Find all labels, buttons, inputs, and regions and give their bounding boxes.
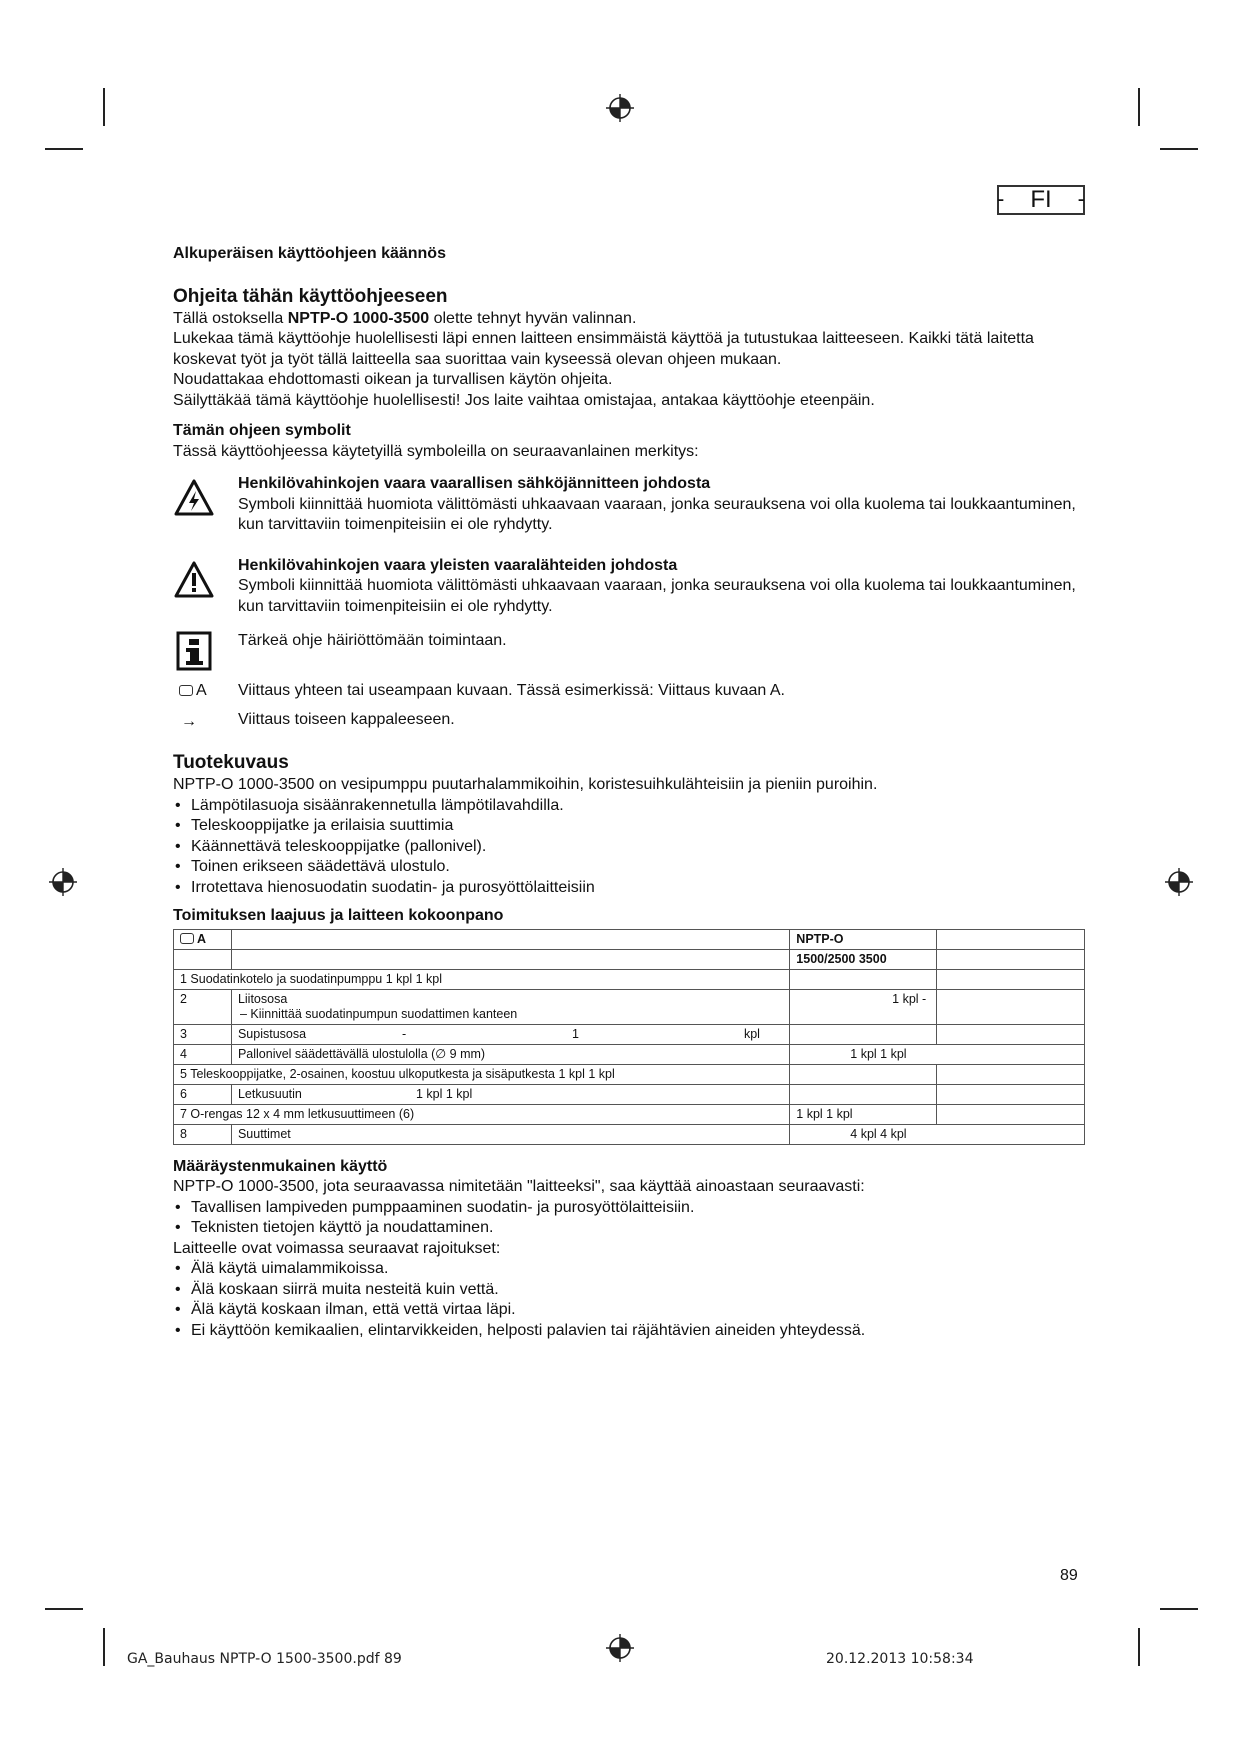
list-item: • Lämpötilasuoja sisäänrakennetulla lämpötilavahdilla. [173, 796, 1088, 817]
row-subdesc: – Kiinnittää suodatinpumpun suodattimen kanteen [239, 1006, 518, 1021]
table-row [174, 1084, 1085, 1104]
usage-title: Määräystenmukainen käyttö [173, 1157, 388, 1175]
row-mid: kpl [743, 1026, 760, 1041]
table-cell [937, 929, 1085, 949]
symbol-figure-ref-text: Viittaus yhteen tai useampaan kuvaan. Tässä esimerkissä: Viittaus kuvaan A. [238, 682, 785, 699]
intro-paragraph: Lukekaa tämä käyttöohje huolellisesti läpi ennen laitteen ensimmäistä käyttöä ja tutustukaa laitteeseen. Kaikki tätä laitetta koskevat työt ja työt tällä laitteella saa suorittaa vain kyseessä olevan ohjeen mukaan. [173, 330, 1034, 368]
table-cell [231, 989, 789, 1024]
list-item: • Toinen erikseen säädettävä ulostulo. [173, 857, 1088, 878]
crop-mark [45, 1608, 83, 1610]
symbol-general [173, 556, 1088, 618]
registration-mark-icon [606, 94, 634, 122]
symbol-electric-title: Henkilövahinkojen vaara vaarallisen sähköjännitteen johdosta [238, 475, 711, 492]
table-cell [231, 949, 789, 969]
translation-note: Alkuperäisen käyttöohjeen käännös [173, 245, 446, 262]
table-cell [937, 1104, 1085, 1124]
info-icon [173, 631, 215, 671]
table-row [174, 1104, 1085, 1124]
symbols-intro: Tässä käyttöohjeessa käytetyillä symboleilla on seuraavanlainen merkitys: [173, 442, 699, 460]
page-content [173, 244, 1088, 1341]
table-cell [790, 1024, 937, 1044]
table-cell [937, 969, 1085, 989]
table-cell [231, 1084, 789, 1104]
list-item: • Tavallisen lampiveden pumppaaminen suodatin- ja purosyöttölaitteisiin. [173, 1198, 1088, 1219]
list-item: • Älä käytä uimalammikoissa. [173, 1259, 1088, 1280]
table-cell: Suuttimet [231, 1124, 789, 1144]
table-cell: 4 kpl 4 kpl [790, 1124, 1085, 1144]
table-cell: 5 Teleskooppijatke, 2-osainen, koostuu ulkoputkesta ja sisäputkesta 1 kpl 1 kpl [174, 1064, 790, 1084]
registration-mark-icon [1165, 868, 1193, 896]
list-item: • Älä käytä koskaan ilman, että vettä virtaa läpi. [173, 1300, 1088, 1321]
symbol-electric [173, 474, 1088, 536]
row-mid: - [401, 1026, 407, 1041]
table-cell [937, 989, 1085, 1024]
crop-mark [1138, 88, 1140, 126]
table-header-sizes: 1500/2500 3500 [790, 949, 937, 969]
intro-line-post: olette tehnyt hyvän valinnan. [433, 309, 637, 327]
registration-mark-icon [606, 1634, 634, 1662]
figure-ref-label: A [196, 682, 207, 699]
table-row [174, 969, 1085, 989]
general-warning-icon [173, 560, 215, 600]
usage-intro: NPTP-O 1000-3500, jota seuraavassa nimitetään "laitteeksi", saa käyttää ainoastaan seuraavasti: [173, 1178, 865, 1195]
table-cell: 1 kpl - [790, 989, 937, 1024]
list-item: • Ei käyttöön kemikaalien, elintarvikkeiden, helposti palavien tai räjähtävien aineiden yhteydessä. [173, 1321, 1088, 1342]
intro-model: NPTP-O 1000-3500 [287, 309, 430, 327]
table-header-row [174, 929, 1085, 949]
table-row [174, 1044, 1085, 1064]
table-header-fig: A [197, 931, 207, 946]
scope-title: Toimituksen laajuus ja laitteen kokoonpano [173, 907, 504, 924]
row-desc: Letkusuutin [237, 1086, 302, 1101]
symbol-arrow-ref-text: Viittaus toiseen kappaleeseen. [238, 710, 455, 728]
list-item: • Älä koskaan siirrä muita nesteitä kuin vettä. [173, 1280, 1088, 1301]
table-cell [937, 1024, 1085, 1044]
symbols-title: Tämän ohjeen symbolit [173, 422, 351, 439]
page-number: 89 [1060, 1567, 1078, 1584]
arrow-right-icon: → [181, 712, 197, 730]
crop-mark [103, 88, 105, 126]
product-intro: NPTP-O 1000-3500 on vesipumppu puutarhalammikoihin, koristesuihkulähteisiin ja pieniin puroihin. [173, 776, 878, 793]
table-cell: Pallonivel säädettävällä ulostulolla (∅ 9 mm) [231, 1044, 789, 1064]
table-cell [937, 1064, 1085, 1084]
footer-datetime: 20.12.2013 10:58:34 [826, 1651, 974, 1667]
table-cell: 2 [174, 989, 232, 1024]
product-features [173, 796, 1088, 899]
footer-filename: GA_Bauhaus NPTP-O 1500-3500.pdf 89 [127, 1651, 402, 1667]
intro-line-pre: Tällä ostoksella [173, 309, 284, 327]
table-cell [231, 929, 789, 949]
list-item: • Teleskooppijatke ja erilaisia suuttimia [173, 816, 1088, 837]
table-cell [790, 1084, 937, 1104]
row-mid: 1 [571, 1026, 579, 1041]
table-cell: 7 O-rengas 12 x 4 mm letkusuuttimeen (6) [174, 1104, 790, 1124]
crop-mark [45, 148, 83, 150]
intro-paragraph: Säilyttäkää tämä käyttöohje huolellisesti! Jos laite vaihtaa omistajaa, antakaa käyttöohje eteenpäin. [173, 391, 875, 409]
list-item: • Käännettävä teleskooppijatke (pallonivel). [173, 837, 1088, 858]
table-cell: 4 [174, 1044, 232, 1064]
symbol-arrow-ref [173, 710, 1088, 731]
row-desc: Liitososa [237, 991, 288, 1006]
crop-mark [103, 1628, 105, 1666]
crop-mark [1160, 1608, 1198, 1610]
scope-table [173, 929, 1085, 1145]
crop-mark [1160, 148, 1198, 150]
electric-warning-icon [173, 478, 215, 518]
intro-paragraph: Noudattakaa ehdottomasti oikean ja turvallisen käytön ohjeita. [173, 371, 613, 388]
figure-checkbox-icon [179, 685, 193, 696]
intro-title: Ohjeita tähän käyttöohjeeseen [173, 285, 448, 307]
table-cell [937, 1084, 1085, 1104]
restrictions-list [173, 1259, 1088, 1341]
table-header-model: NPTP-O [790, 929, 937, 949]
table-cell [174, 929, 232, 949]
table-row [174, 1124, 1085, 1144]
row-mid: 1 kpl 1 kpl [415, 1086, 473, 1101]
product-title: Tuotekuvaus [173, 752, 289, 773]
figure-checkbox-icon [180, 933, 194, 944]
table-header-row [174, 949, 1085, 969]
table-cell [174, 949, 232, 969]
list-item: • Teknisten tietojen käyttö ja noudattaminen. [173, 1218, 1088, 1239]
table-cell [790, 1064, 937, 1084]
table-cell: 3 [174, 1024, 232, 1044]
table-cell: 8 [174, 1124, 232, 1144]
registration-mark-icon [49, 868, 77, 896]
symbol-electric-text: Symboli kiinnittää huomiota välittömästi uhkaavaan vaaraan, jonka seurauksena voi olla kuolema tai loukkaantuminen, kun tarvittaviin toimenpiteisiin ei ole ryhdytty. [238, 495, 1076, 533]
symbol-figure-ref [173, 681, 1088, 702]
table-cell: 1 kpl 1 kpl [790, 1104, 937, 1124]
usage-list [173, 1198, 1088, 1239]
table-cell: 1 kpl 1 kpl [790, 1044, 1085, 1064]
intro-line [173, 309, 1088, 330]
table-cell: 6 [174, 1084, 232, 1104]
table-cell [937, 949, 1085, 969]
symbol-general-title: Henkilövahinkojen vaara yleisten vaaralähteiden johdosta [238, 556, 678, 574]
table-cell: 1 Suodatinkotelo ja suodatinpumppu 1 kpl 1 kpl [174, 969, 790, 989]
symbol-info [173, 631, 1088, 673]
list-item: • Irrotettava hienosuodatin suodatin- ja purosyöttölaitteisiin [173, 878, 1088, 899]
symbol-info-text: Tärkeä ohje häiriöttömään toimintaan. [238, 632, 507, 649]
restrictions-intro: Laitteelle ovat voimassa seuraavat rajoitukset: [173, 1239, 501, 1257]
row-desc: Supistusosa [237, 1026, 307, 1041]
table-cell [231, 1024, 789, 1044]
table-row [174, 1024, 1085, 1044]
table-row [174, 989, 1085, 1024]
language-code: FI [1030, 186, 1052, 213]
language-tab: - FI - [997, 186, 1085, 213]
crop-mark [1138, 1628, 1140, 1666]
table-row [174, 1064, 1085, 1084]
table-cell [790, 969, 937, 989]
symbol-general-text: Symboli kiinnittää huomiota välittömästi uhkaavaan vaaraan, jonka seurauksena voi olla kuolema tai loukkaantuminen, kun tarvittaviin toimenpiteisiin ei ole ryhdytty. [238, 577, 1076, 615]
figure-ref-marker [179, 681, 207, 702]
